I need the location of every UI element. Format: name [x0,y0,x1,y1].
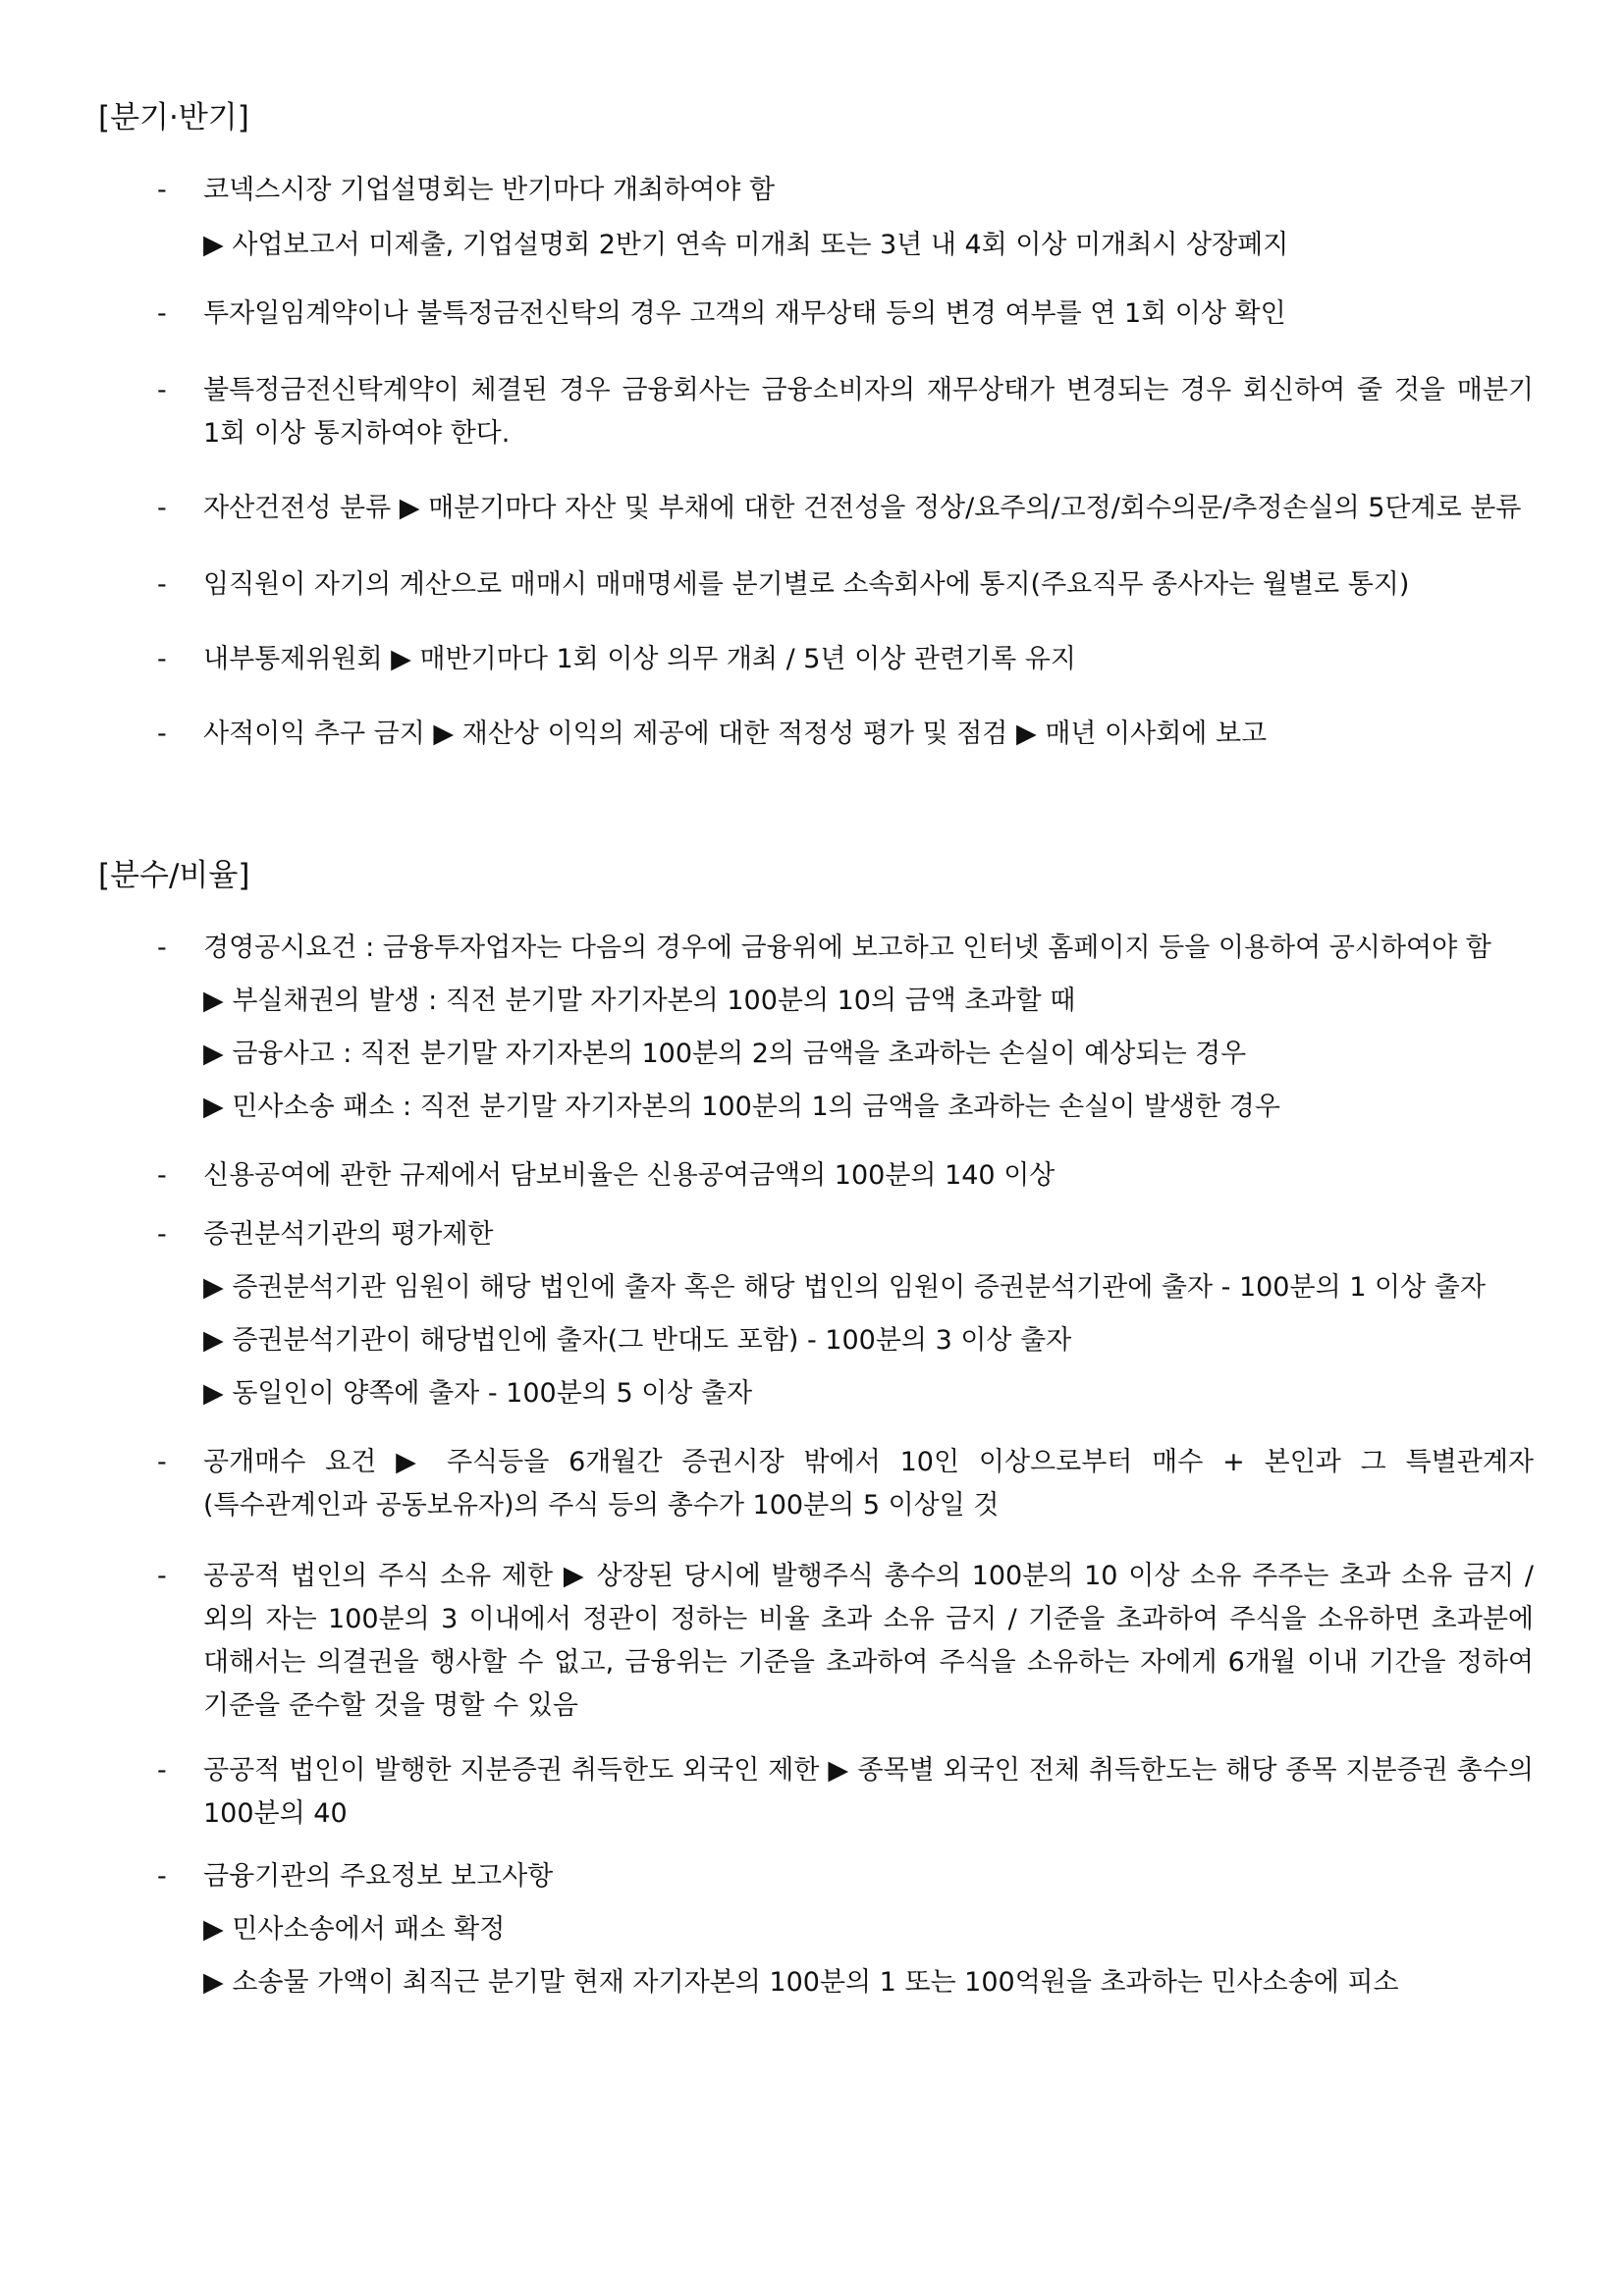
dash-bullet: - [157,493,167,523]
list-item-text: 코넥스시장 기업설명회는 반기마다 개최하여야 함 [203,175,776,205]
dash-bullet: - [157,1447,167,1477]
dash-bullet: - [157,375,167,405]
list-item-text: 투자일임계약이나 불특정금전신탁의 경우 고객의 재무상태 등의 변경 여부를 연 1회 이상 확인 [203,298,1286,329]
dash-bullet: - [157,1561,167,1591]
section-title: [분수/비율] [98,858,250,893]
sub-item: ▶ 동일인이 양쪽에 출자 - 100분의 5 이상 출자 [203,1378,753,1409]
sub-item: ▶ 소송물 가액이 최직근 분기말 현재 자기자본의 100분의 1 또는 100억원을 초과하는 민사소송에 피소 [203,1967,1399,1998]
list-item-text: 불특정금전신탁계약이 체결된 경우 금융회사는 금융소비자의 재무상태가 변경되는 경우 회신하여 줄 것을 매분기 1회 이상 통지하여야 한다. [203,375,1534,449]
dash-bullet: - [157,933,167,963]
dash-bullet: - [157,1755,167,1786]
list-item-text: 임직원이 자기의 계산으로 매매시 매매명세를 분기별로 소속회사에 통지(주요직무 종사자는 월별로 통지) [203,569,1410,600]
list-item-text: 내부통제위원회 ▶ 매반기마다 1회 이상 의무 개최 / 5년 이상 관련기록 유지 [203,644,1076,674]
sub-item: ▶ 민사소송에서 패소 확정 [203,1914,506,1945]
dash-bullet: - [157,569,167,600]
list-item-text: 증권분석기관의 평가제한 [203,1219,494,1250]
section-title: [분기·반기] [98,100,249,135]
list-item-text: 경영공시요건 : 금융투자업자는 다음의 경우에 금융위에 보고하고 인터넷 홈페이지 등을 이용하여 공시하여야 함 [203,933,1491,963]
dash-bullet: - [157,1160,167,1191]
dash-bullet: - [157,298,167,329]
list-item-text: 공공적 법인의 주식 소유 제한 ▶ 상장된 당시에 발행주식 총수의 100분의 10 이상 소유 주주는 초과 소유 금지 / 외의 자는 100분의 3 이내에서 정관이 정하는 비율 초과 소유 금지 / 기준을 초과하여 주식을 소유하면 초과분에 대해서는 의결권을 행사할 수 없고, 금융위는 기준을 초과하여 주식을 소유하는 자에게 6개월 이내 기간을 정하여 기준을 준수할 것을 명할 수 있음 [203,1561,1534,1721]
dash-bullet: - [157,719,167,749]
sub-item: ▶ 민사소송 패소 : 직전 분기말 자기자본의 100분의 1의 금액을 초과하는 손실이 발생한 경우 [203,1092,1280,1122]
dash-bullet: - [157,1219,167,1250]
list-item-text: 공개매수 요건 ▶ 주식등을 6개월간 증권시장 밖에서 10인 이상으로부터 매수 + 본인과 그 특별관계자(특수관계인과 공동보유자)의 주식 등의 총수가 100분의 5 이상일 것 [203,1447,1534,1521]
list-item-text: 자산건전성 분류 ▶ 매분기마다 자산 및 부채에 대한 건전성을 정상/요주의/고정/회수의문/추정손실의 5단계로 분류 [203,493,1522,523]
dash-bullet: - [157,644,167,674]
sub-item: ▶ 부실채권의 발생 : 직전 분기말 자기자본의 100분의 10의 금액 초과할 때 [203,986,1076,1016]
sub-item: ▶ 사업보고서 미제출, 기업설명회 2반기 연속 미개최 또는 3년 내 4회 이상 미개최시 상장폐지 [203,230,1289,260]
sub-item: ▶ 금융사고 : 직전 분기말 자기자본의 100분의 2의 금액을 초과하는 손실이 예상되는 경우 [203,1039,1247,1069]
list-item-text: 신용공여에 관한 규제에서 담보비율은 신용공여금액의 100분의 140 이상 [203,1160,1056,1191]
list-item-text: 사적이익 추구 금지 ▶ 재산상 이익의 제공에 대한 적정성 평가 및 점검 ▶ 매년 이사회에 보고 [203,719,1268,749]
sub-item: ▶ 증권분석기관이 해당법인에 출자(그 반대도 포함) - 100분의 3 이상 출자 [203,1325,1072,1356]
dash-bullet: - [157,1861,167,1892]
dash-bullet: - [157,175,167,205]
list-item-text: 공공적 법인이 발행한 지분증권 취득한도 외국인 제한 ▶ 종목별 외국인 전체 취득한도는 해당 종목 지분증권 총수의 100분의 40 [203,1755,1534,1829]
list-item-text: 금융기관의 주요정보 보고사항 [203,1861,554,1892]
sub-item: ▶ 증권분석기관 임원이 해당 법인에 출자 혹은 해당 법인의 임원이 증권분석기관에 출자 - 100분의 1 이상 출자 [203,1272,1486,1303]
